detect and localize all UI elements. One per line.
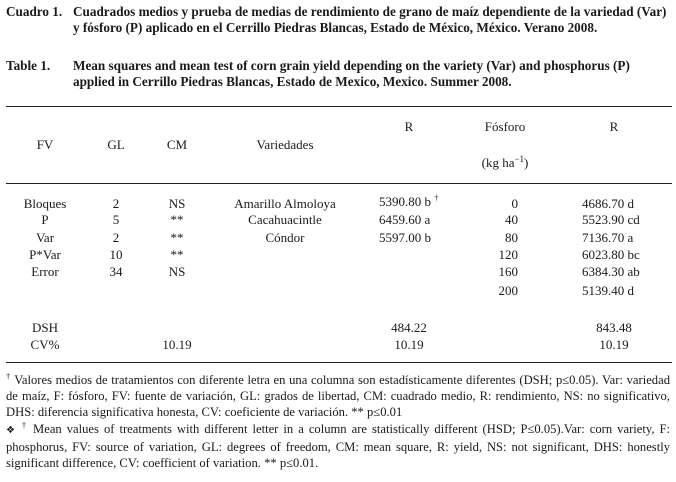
row-fv-var: Var bbox=[35, 230, 55, 245]
dsh-r-variety: 484.22 bbox=[391, 320, 427, 335]
header-bottom-rule bbox=[6, 183, 672, 184]
header-r-variety: R bbox=[404, 119, 414, 134]
caption-english-text: Mean squares and mean test of corn grain yield depending on the variety (Var) and phosphorus (P) applied in Cerrillo Piedras Blancas, Estado de Mexico, Mexico. Summer 2008. bbox=[73, 58, 630, 89]
row-gl-p: 5 bbox=[112, 212, 120, 227]
row-gl-var: 2 bbox=[112, 230, 120, 245]
row-gl-error: 34 bbox=[109, 264, 123, 279]
phosphorus-r-160: 6384.30 ab bbox=[582, 264, 640, 279]
cv-r-variety: 10.19 bbox=[394, 337, 424, 352]
phosphorus-level-0: 0 bbox=[511, 196, 518, 211]
phosphorus-r-0: 4686.70 d bbox=[582, 196, 634, 211]
variety-name-condor: Cóndor bbox=[265, 230, 305, 245]
row-fv-bloques: Bloques bbox=[23, 196, 67, 211]
caption-spanish-label: Cuadro 1. bbox=[6, 4, 63, 19]
variety-r-cacahuacintle: 6459.60 a bbox=[379, 212, 431, 227]
variety-name-amarillo: Amarillo Almoloya bbox=[234, 196, 336, 211]
row-cm-error: NS bbox=[168, 264, 186, 279]
footnote-diamond: ❖ bbox=[6, 425, 17, 436]
header-r-phosphorus: R bbox=[609, 119, 619, 134]
phosphorus-level-160: 160 bbox=[498, 264, 518, 279]
phosphorus-r-200: 5139.40 d bbox=[582, 283, 634, 298]
row-fv-error: Error bbox=[31, 264, 59, 279]
header-fosforo: Fósforo bbox=[484, 119, 526, 134]
header-cm: CM bbox=[166, 137, 188, 152]
footnote-dagger-en: † bbox=[21, 419, 29, 430]
units-prefix: (kg ha bbox=[481, 155, 515, 170]
variety-r-amarillo-value: 5390.80 b bbox=[379, 194, 431, 209]
dsh-label: DSH bbox=[31, 320, 59, 335]
row-fv-p: P bbox=[41, 212, 49, 227]
header-units bbox=[482, 155, 529, 170]
row-fv-pvar: P*Var bbox=[29, 247, 61, 262]
cv-cm: 10.19 bbox=[162, 337, 192, 352]
dsh-r-phosphorus: 843.48 bbox=[596, 320, 632, 335]
caption-english-label: Table 1. bbox=[6, 58, 51, 73]
footnote-english-text: Mean values of treatments with different letter in a column are statistically different (HSD; P≤0.05).Var: corn variety, F: phosphorus, FV: source of variation, GL: degrees of freedom, CM: mean square, R: yield, NS: not significant, DHS: honestly significant difference, CV: coefficient of variation. ** p≤0.01. bbox=[6, 422, 670, 470]
phosphorus-r-120: 6023.80 bc bbox=[582, 247, 640, 262]
phosphorus-level-200: 200 bbox=[498, 283, 518, 298]
cv-label: CV% bbox=[30, 337, 60, 352]
footnote-english bbox=[6, 421, 670, 471]
header-fv: FV bbox=[36, 137, 54, 152]
footnote-dagger: † bbox=[6, 370, 11, 381]
phosphorus-r-40: 5523.90 cd bbox=[582, 212, 640, 227]
table-bottom-rule bbox=[6, 362, 672, 363]
caption-spanish-text: Cuadrados medios y prueba de medias de rendimiento de grano de maíz dependiente de la variedad (Var) y fósforo (P) aplicado en el Cerrillo Piedras Blancas, Estado de México, México. Verano 2008. bbox=[73, 4, 667, 35]
phosphorus-r-80: 7136.70 a bbox=[582, 230, 634, 245]
variety-name-cacahuacintle: Cacahuacintle bbox=[248, 212, 322, 227]
dagger-mark: † bbox=[434, 192, 439, 203]
variety-r-condor: 5597.00 b bbox=[379, 230, 431, 245]
footnote-spanish bbox=[6, 372, 670, 420]
phosphorus-level-120: 120 bbox=[498, 247, 518, 262]
units-exponent: −1 bbox=[514, 154, 525, 164]
header-gl: GL bbox=[107, 137, 125, 152]
table-top-rule bbox=[6, 106, 672, 107]
header-variedades: Variedades bbox=[256, 137, 314, 152]
row-cm-var: ** bbox=[170, 230, 184, 245]
row-cm-bloques: NS bbox=[168, 196, 186, 211]
variety-r-amarillo bbox=[379, 194, 439, 209]
footnote-spanish-text: Valores medios de tratamientos con diferente letra en una columna son estadísticamente diferentes (DSH; p≤0.05). Var: variedad de maíz, F: fósforo, FV: fuente de variación, GL: grados de libertad, CM: cuadrado medio, R: rendimiento, NS: no significativo, DHS: diferencia significativa honesta, CV: coeficiente de variación. ** p≤0.01 bbox=[6, 373, 670, 419]
row-cm-p: ** bbox=[170, 212, 184, 227]
phosphorus-level-80: 80 bbox=[505, 230, 518, 245]
units-suffix: ) bbox=[524, 155, 529, 170]
cv-r-phosphorus: 10.19 bbox=[599, 337, 629, 352]
phosphorus-level-40: 40 bbox=[505, 212, 518, 227]
row-gl-pvar: 10 bbox=[109, 247, 123, 262]
row-gl-bloques: 2 bbox=[112, 196, 120, 211]
row-cm-pvar: ** bbox=[170, 247, 184, 262]
